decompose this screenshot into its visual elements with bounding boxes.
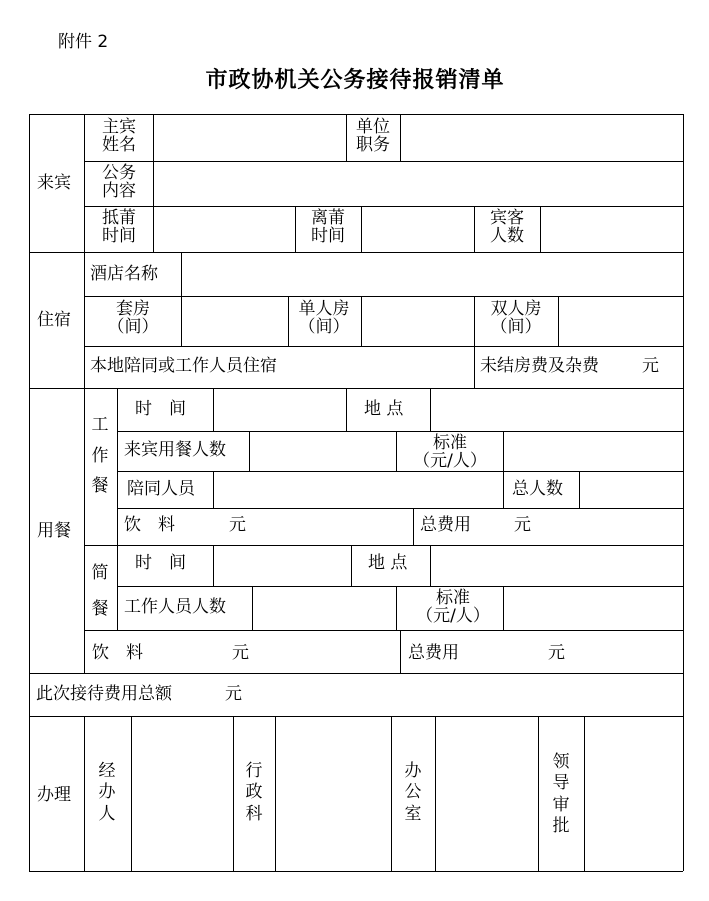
host-name-label: 主宾 姓名 [102,117,136,156]
total-people-label: 总人数 [512,479,563,499]
official-content-field[interactable] [155,163,681,204]
simple-meal-time-label: 时 间 [135,553,186,573]
unit-post-field[interactable] [402,116,681,159]
leader-approval-label: 领导审批 [552,752,570,836]
staff-count-label: 工作人员人数 [124,597,226,617]
simple-meal-label: 简餐 [91,563,109,619]
meals-section-label: 用餐 [37,521,71,541]
arrival-time-field[interactable] [155,208,293,250]
admin-dept-label: 行政科 [245,761,263,824]
hotel-name-label: 酒店名称 [90,264,158,284]
office-label: 办公室 [404,761,422,824]
attachment-label: 附件 2 [58,32,109,52]
official-content-label: 公务 内容 [102,163,136,202]
handler-label: 经办人 [98,761,116,824]
handler-signature-field[interactable] [133,718,231,869]
staff-count-field[interactable] [254,588,394,628]
leader-approval-signature-field[interactable] [586,718,681,869]
admin-dept-signature-field[interactable] [277,718,389,869]
guest-count-field[interactable] [542,208,681,250]
work-meal-time-label: 时 间 [135,399,186,419]
office-signature-field[interactable] [437,718,536,869]
lodging-section-label: 住宿 [37,310,71,330]
host-name-field[interactable] [155,116,344,159]
form-title: 市政协机关公务接待报销清单 [205,68,505,93]
simple-meal-drinks-label: 饮 料 [92,643,143,663]
simple-meal-place-field[interactable] [432,547,681,584]
guest-count-label: 宾客 人数 [490,208,524,247]
work-meal-drinks-yuan: 元 [229,515,246,535]
work-meal-place-field[interactable] [432,390,681,429]
double-room-label: 双人房 （间） [490,299,542,338]
simple-meal-total-label: 总费用 [408,643,459,663]
guest-diners-field[interactable] [251,433,394,469]
departure-time-field[interactable] [363,208,472,250]
double-room-field[interactable] [560,298,681,344]
single-room-field[interactable] [363,298,472,344]
guest-section-label: 来宾 [37,173,71,193]
departure-time-label: 离莆 时间 [311,208,345,247]
simple-meal-standard-field[interactable] [505,588,681,628]
simple-meal-total-yuan: 元 [548,643,565,663]
unit-post-label: 单位 职务 [356,117,390,156]
suite-label: 套房 （间） [107,299,159,338]
local-staff-lodging-label: 本地陪同或工作人员住宿 [90,356,277,376]
simple-meal-time-field[interactable] [215,547,349,584]
simple-meal-standard-label: 标准 （元/人） [416,588,490,627]
companions-field[interactable] [215,473,501,506]
companions-label: 陪同人员 [127,479,195,499]
total-amount-yuan: 元 [225,684,242,704]
total-amount-field[interactable] [250,676,681,714]
work-meal-place-label: 地 点 [364,399,404,419]
unsettled-yuan-unit: 元 [642,356,659,376]
unsettled-fees-label: 未结房费及杂费 [480,356,599,376]
hotel-name-field[interactable] [183,254,681,294]
work-meal-label: 工作餐 [91,415,109,497]
total-people-field[interactable] [581,473,681,506]
total-amount-label: 此次接待费用总额 [36,684,172,704]
work-meal-standard-label: 标准 （元/人） [413,433,487,472]
work-meal-drinks-label: 饮 料 [124,515,175,535]
work-meal-total-yuan: 元 [514,515,531,535]
suite-count-field[interactable] [183,298,286,344]
work-meal-time-field[interactable] [215,390,344,429]
guest-diners-label: 来宾用餐人数 [124,440,226,460]
simple-meal-drinks-yuan: 元 [232,643,249,663]
work-meal-standard-field[interactable] [505,433,681,469]
arrival-time-label: 抵莆 时间 [102,208,136,247]
work-meal-total-label: 总费用 [420,515,471,535]
single-room-label: 单人房 （间） [298,299,350,338]
simple-meal-place-label: 地 点 [368,553,408,573]
handling-section-label: 办理 [37,785,71,805]
